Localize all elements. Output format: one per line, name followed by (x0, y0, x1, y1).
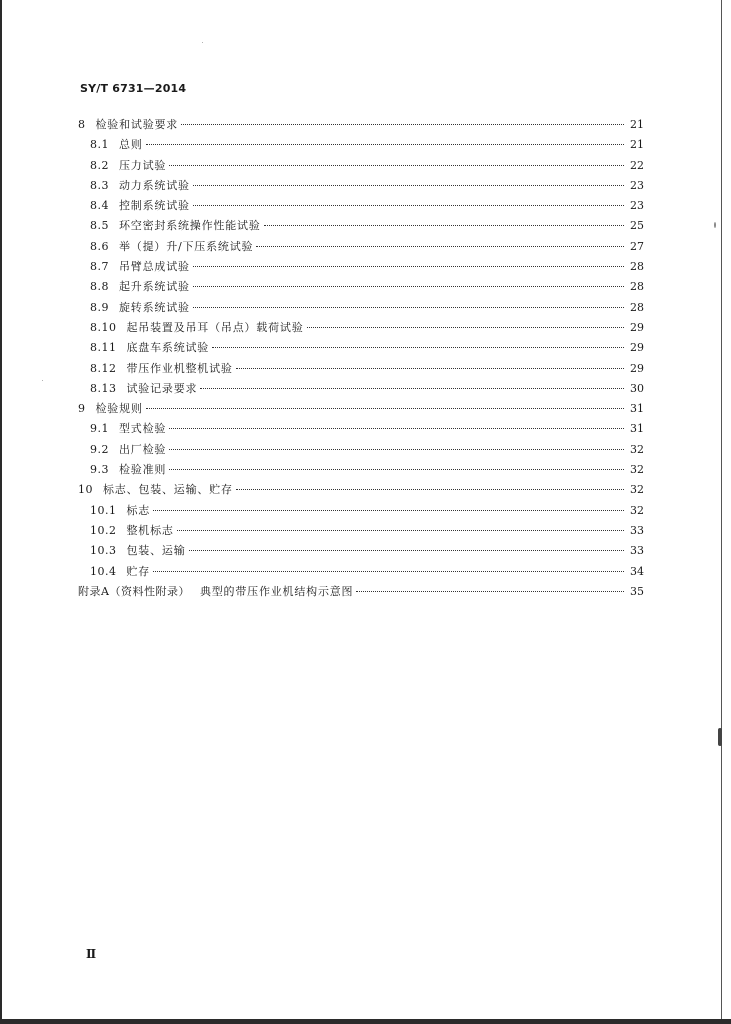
toc-entry-number: 8.13 (90, 381, 117, 395)
toc-entry[interactable] (78, 542, 644, 562)
scan-right-border (721, 0, 722, 1024)
toc-leader-dots (193, 184, 624, 186)
toc-entry-page: 29 (630, 320, 644, 334)
toc-entry[interactable] (78, 258, 644, 278)
toc-leader-dots (193, 204, 624, 206)
toc-entry[interactable] (78, 339, 644, 359)
toc-entry-page: 21 (630, 138, 644, 152)
toc-entry-page: 21 (630, 118, 644, 131)
toc-entry[interactable] (78, 157, 644, 177)
toc-entry-title: 举（提）升/下压系统试验 (119, 239, 254, 253)
toc-leader-dots (236, 367, 624, 369)
toc-entry-title: 整机标志 (126, 523, 174, 537)
toc-leader-dots (169, 468, 624, 470)
toc-entry-page: 35 (630, 584, 644, 598)
toc-entry-number: 9.3 (90, 463, 109, 477)
toc-entry-number: 9 (78, 402, 86, 416)
toc-entry[interactable] (78, 502, 644, 522)
toc-entry-number: 8.5 (90, 219, 109, 233)
toc-leader-dots (169, 448, 624, 450)
scan-artifact-dot (202, 42, 203, 43)
toc-entry[interactable] (78, 136, 644, 156)
toc-entry[interactable] (78, 177, 644, 197)
toc-entry-page: 31 (630, 422, 644, 436)
toc-entry-page: 22 (630, 158, 644, 172)
toc-entry[interactable] (78, 360, 644, 380)
toc-entry-number: 8.4 (90, 199, 109, 213)
toc-entry-page: 32 (630, 503, 644, 517)
toc-leader-dots (264, 224, 624, 226)
toc-entry-number: 8.12 (90, 361, 117, 375)
toc-entry-title: 贮存 (126, 564, 151, 578)
scan-left-border (0, 0, 2, 1024)
toc-entry-page: 29 (630, 341, 644, 355)
toc-entry-page: 30 (630, 381, 644, 395)
scan-artifact-dot (42, 380, 43, 381)
toc-entry-title: 试验记录要求 (126, 381, 198, 395)
toc-entry-page: 31 (630, 402, 644, 416)
toc-leader-dots (146, 143, 624, 145)
toc-entry-title: 旋转系统试验 (119, 300, 190, 314)
toc-leader-dots (193, 306, 624, 308)
scan-artifact-mark (718, 728, 722, 746)
toc-entry-title: 底盘车系统试验 (126, 341, 210, 355)
toc-entry[interactable] (78, 238, 644, 258)
toc-entry-page: 32 (630, 463, 644, 477)
toc-leader-dots (236, 488, 624, 490)
toc-entry-page: 32 (630, 483, 644, 497)
toc-leader-dots (169, 427, 624, 429)
toc-leader-dots (193, 285, 624, 287)
toc-leader-dots (193, 265, 624, 267)
toc-entry[interactable] (78, 278, 644, 298)
toc-entry-number: 8.10 (90, 320, 117, 334)
toc-entry-number: 8.3 (90, 178, 109, 192)
toc-entry-number: 8.9 (90, 300, 109, 314)
toc-entry-number: 9.1 (90, 422, 109, 436)
toc-entry-number: 8.6 (90, 239, 109, 253)
toc-entry-number: 10.2 (90, 523, 117, 537)
toc-entry-page: 32 (630, 442, 644, 456)
toc-entry-title: 型式检验 (119, 422, 167, 436)
toc-entry-title: 吊臂总成试验 (119, 260, 190, 274)
toc-entry-number: 10.1 (90, 503, 117, 517)
toc-entry[interactable] (78, 380, 644, 400)
toc-entry-number: 附录A（资料性附录） (78, 584, 190, 598)
toc-entry-title: 环空密封系统操作性能试验 (119, 219, 261, 233)
toc-leader-dots (356, 590, 624, 592)
toc-entry-page: 23 (630, 199, 644, 213)
scan-bottom-border (0, 1019, 731, 1024)
toc-leader-dots (307, 326, 625, 328)
toc-entry-number: 9.2 (90, 442, 109, 456)
toc-entry-title: 标志、包装、运输、贮存 (103, 483, 233, 497)
toc-entry-number: 8.2 (90, 158, 109, 172)
toc-entry-page: 33 (630, 544, 644, 558)
toc-entry-number: 10.3 (90, 544, 117, 558)
table-of-contents (78, 116, 644, 603)
toc-entry-number: 10 (78, 483, 93, 497)
toc-entry-title: 总则 (119, 138, 143, 152)
toc-leader-dots (153, 570, 624, 572)
toc-entry-page: 25 (630, 219, 644, 233)
toc-entry-number: 8.1 (90, 138, 109, 152)
toc-entry-number: 8.8 (90, 280, 109, 294)
toc-entry[interactable] (78, 481, 644, 501)
toc-leader-dots (181, 123, 624, 125)
toc-entry-title: 控制系统试验 (119, 199, 190, 213)
toc-entry[interactable] (78, 197, 644, 217)
toc-leader-dots (146, 407, 624, 409)
toc-entry[interactable] (78, 217, 644, 237)
toc-leader-dots (177, 529, 624, 531)
toc-entry[interactable] (78, 583, 644, 603)
toc-entry-title: 带压作业机整机试验 (126, 361, 233, 375)
toc-leader-dots (189, 549, 625, 551)
toc-entry-page: 28 (630, 280, 644, 294)
page-number: Ⅱ (86, 947, 97, 961)
toc-leader-dots (256, 245, 624, 247)
toc-entry-page: 34 (630, 564, 644, 578)
toc-entry-page: 28 (630, 300, 644, 314)
toc-entry[interactable] (78, 400, 644, 420)
toc-entry-number: 8.7 (90, 260, 109, 274)
toc-entry-title: 检验规则 (95, 402, 143, 416)
toc-entry-page: 23 (630, 178, 644, 192)
toc-entry-title: 检验准则 (119, 463, 167, 477)
toc-entry[interactable] (78, 522, 644, 542)
toc-entry-number: 10.4 (90, 564, 117, 578)
toc-entry-title: 起吊装置及吊耳（吊点）载荷试验 (126, 320, 304, 334)
toc-entry[interactable] (78, 441, 644, 461)
toc-entry[interactable] (78, 461, 644, 481)
toc-entry[interactable] (78, 420, 644, 440)
toc-entry[interactable] (78, 319, 644, 339)
toc-entry-number: 8 (78, 118, 86, 131)
toc-entry-page: 33 (630, 523, 644, 537)
scan-artifact-mark (714, 222, 716, 228)
toc-entry[interactable] (78, 563, 644, 583)
toc-entry-page: 28 (630, 260, 644, 274)
toc-entry-title: 压力试验 (119, 158, 167, 172)
toc-entry[interactable] (78, 299, 644, 319)
toc-entry-title: 包装、运输 (126, 544, 186, 558)
toc-entry-title: 出厂检验 (119, 442, 167, 456)
toc-entry-title: 典型的带压作业机结构示意图 (199, 584, 354, 598)
toc-leader-dots (212, 346, 624, 348)
toc-leader-dots (200, 387, 624, 389)
toc-entry-number: 8.11 (90, 341, 117, 355)
toc-leader-dots (169, 164, 624, 166)
toc-entry[interactable] (78, 116, 644, 136)
toc-entry-title: 检验和试验要求 (95, 118, 179, 131)
toc-entry-title: 起升系统试验 (119, 280, 190, 294)
document-code: SY/T 6731—2014 (80, 82, 187, 95)
toc-entry-page: 29 (630, 361, 644, 375)
toc-entry-title: 标志 (126, 503, 151, 517)
toc-entry-title: 动力系统试验 (119, 178, 190, 192)
toc-leader-dots (153, 509, 624, 511)
toc-entry-page: 27 (630, 239, 644, 253)
